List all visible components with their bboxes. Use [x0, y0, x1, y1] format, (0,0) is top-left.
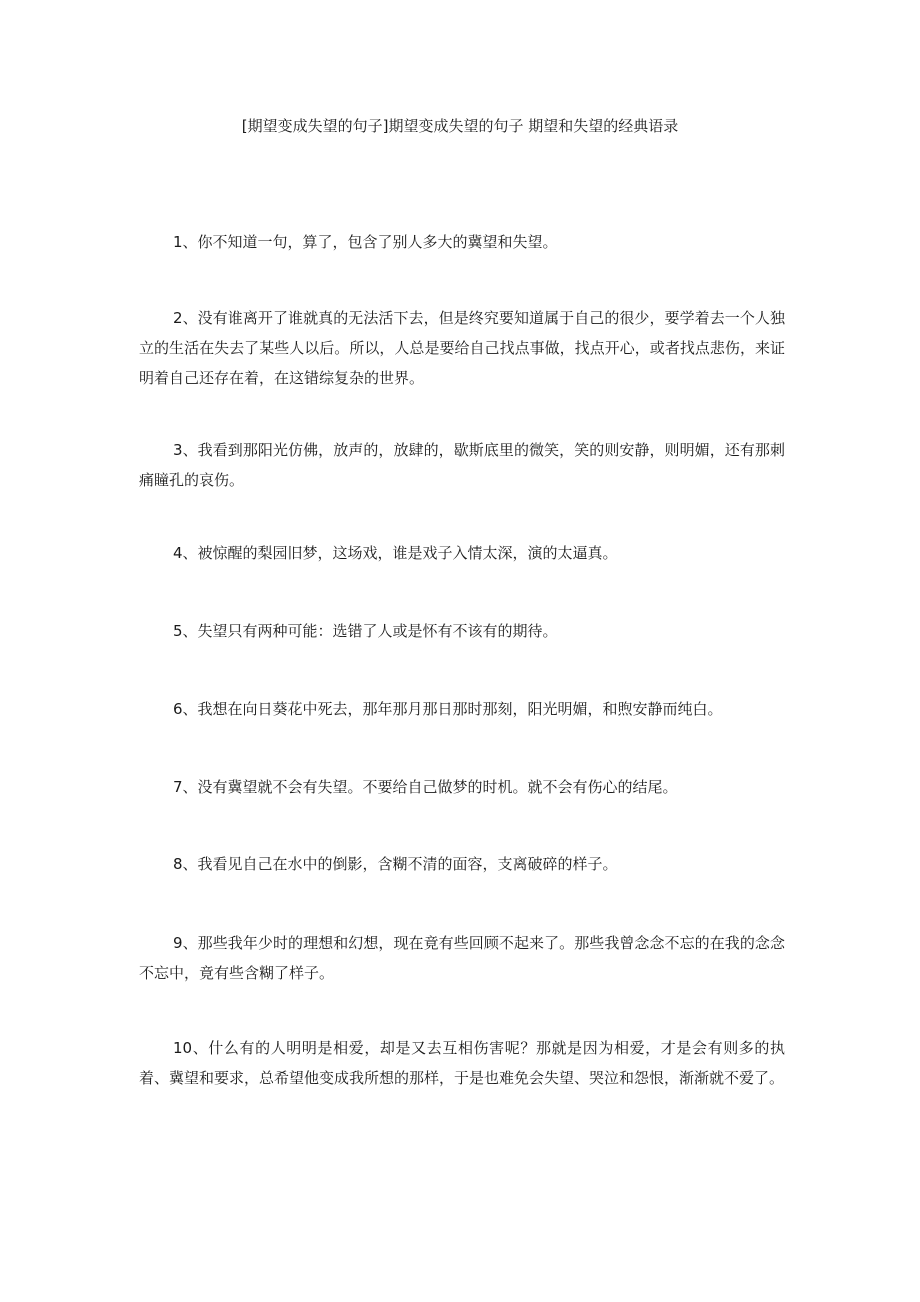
paragraph-2: 2、没有谁离开了谁就真的无法活下去，但是终究要知道属于自己的很少，要学着去一个人独立的生活在失去了某些人以后。所以，人总是要给自己找点事做，找点开心，或者找点悲伤，来证明着自己还存在着，在这错综复杂的世界。 [139, 309, 785, 387]
paragraph-8: 8、我看见自己在水中的倒影，含糊不清的面容，支离破碎的样子。 [173, 855, 618, 873]
paragraph-7: 7、没有冀望就不会有失望。不要给自己做梦的时机。就不会有伤心的结尾。 [173, 778, 678, 796]
paragraph-3: 3、我看到那阳光仿佛，放声的，放肆的，歇斯底里的微笑，笑的则安静，则明媚，还有那刺痛瞳孔的哀伤。 [139, 441, 785, 489]
paragraph-1: 1、你不知道一句，算了，包含了别人多大的冀望和失望。 [173, 233, 558, 251]
paragraph-5: 5、失望只有两种可能：选错了人或是怀有不该有的期待。 [173, 622, 558, 640]
paragraph-9: 9、那些我年少时的理想和幻想，现在竟有些回顾不起来了。那些我曾念念不忘的在我的念念不忘中，竟有些含糊了样子。 [139, 934, 785, 982]
paragraph-4: 4、被惊醒的梨园旧梦，这场戏，谁是戏子入情太深，演的太逼真。 [173, 544, 618, 562]
document-title: [期望变成失望的句子]期望变成失望的句子 期望和失望的经典语录 [241, 117, 679, 135]
paragraph-6: 6、我想在向日葵花中死去，那年那月那日那时那刻，阳光明媚，和煦安静而纯白。 [173, 700, 723, 718]
paragraph-10: 10、什么有的人明明是相爱，却是又去互相伤害呢？那就是因为相爱，才是会有则多的执着、冀望和要求，总希望他变成我所想的那样，于是也难免会失望、哭泣和怨恨，渐渐就不爱了。 [139, 1039, 785, 1087]
